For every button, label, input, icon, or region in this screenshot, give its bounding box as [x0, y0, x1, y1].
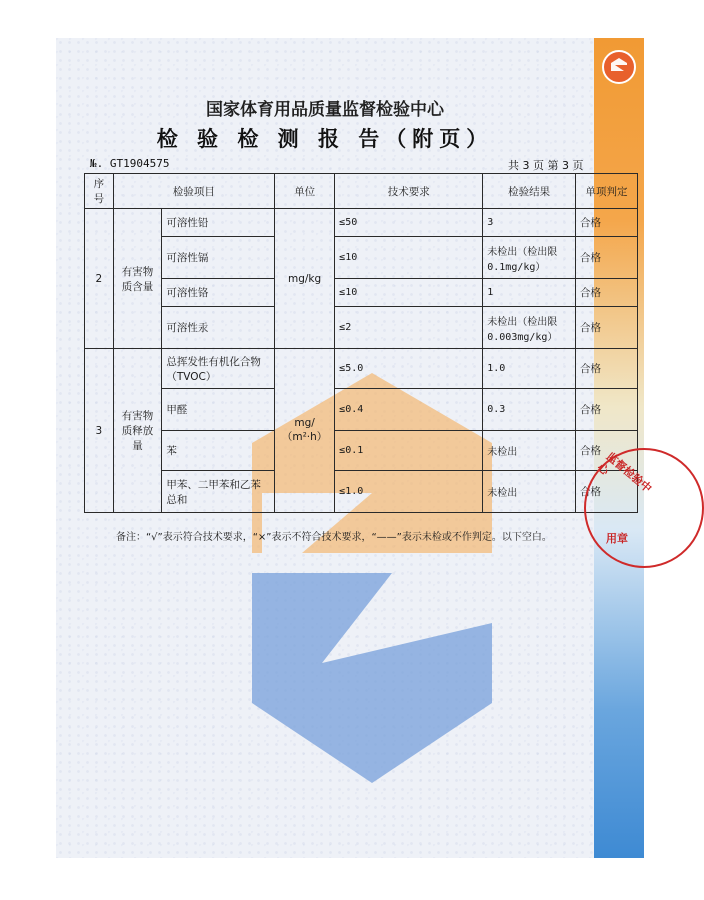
test-item: 可溶性铬 [162, 279, 275, 307]
result: 1 [483, 279, 576, 307]
report-number: №. GT1904575 [90, 157, 170, 170]
requirement: ≤50 [335, 209, 483, 237]
result: 1.0 [483, 349, 576, 389]
test-item: 甲醛 [162, 389, 275, 431]
verdict: 合格 [576, 307, 638, 349]
requirement: ≤5.0 [335, 349, 483, 389]
group-seq: 2 [85, 209, 114, 349]
verdict: 合格 [576, 349, 638, 389]
table-row [85, 349, 638, 389]
group-category: 有害物质含量 [113, 209, 162, 349]
result: 未检出 [483, 431, 576, 471]
result: 未检出（检出限0.003mg/kg） [483, 307, 576, 349]
logo-icon [602, 50, 636, 84]
table-row [85, 237, 638, 279]
table-row [85, 307, 638, 349]
header-unit: 单位 [275, 174, 335, 209]
header-seq: 序号 [85, 174, 114, 209]
group-unit: mg/kg [275, 209, 335, 349]
header-item: 检验项目 [113, 174, 274, 209]
verdict: 合格 [576, 209, 638, 237]
verdict: 合格 [576, 431, 638, 471]
test-item: 可溶性铅 [162, 209, 275, 237]
document-title: 检 验 检 测 报 告（附页） [156, 126, 494, 151]
requirement: ≤10 [335, 237, 483, 279]
result: 3 [483, 209, 576, 237]
stamp-text-partial: 用章 [606, 532, 628, 545]
verdict: 合格 [576, 389, 638, 431]
test-item: 甲苯、二甲苯和乙苯总和 [162, 471, 275, 513]
verdict: 合格 [576, 237, 638, 279]
group-seq: 3 [85, 349, 114, 513]
requirement: ≤1.0 [335, 471, 483, 513]
header-result: 检验结果 [483, 174, 576, 209]
remarks-note: 备注：“√”表示符合技术要求，“×”表示不符合技术要求，“——”表示未检或不作判定。以下空白。 [116, 532, 552, 543]
result: 未检出 [483, 471, 576, 513]
test-item: 苯 [162, 431, 275, 471]
group-unit: mg/（m²·h） [275, 349, 335, 513]
group-category: 有害物质释放量 [113, 349, 162, 513]
result: 未检出（检出限0.1mg/kg） [483, 237, 576, 279]
result: 0.3 [483, 389, 576, 431]
requirement: ≤10 [335, 279, 483, 307]
page-indicator: 共 3 页 第 3 页 [508, 159, 584, 172]
verdict: 合格 [576, 279, 638, 307]
requirement: ≤0.4 [335, 389, 483, 431]
organization-title: 国家体育用品质量监督检验中心 [206, 100, 444, 120]
table-row [85, 209, 638, 237]
test-item: 可溶性汞 [162, 307, 275, 349]
requirement: ≤0.1 [335, 431, 483, 471]
test-item: 总挥发性有机化合物（TVOC） [162, 349, 275, 389]
table-header-row [85, 174, 638, 209]
table-row [85, 279, 638, 307]
official-stamp [552, 448, 655, 568]
header-requirement: 技术要求 [335, 174, 483, 209]
header-verdict: 单项判定 [576, 174, 638, 209]
test-item: 可溶性镉 [162, 237, 275, 279]
requirement: ≤2 [335, 307, 483, 349]
table-row [85, 389, 638, 431]
verdict: 合格 [576, 471, 638, 513]
stamp-text: 监督检验中心 [594, 449, 655, 496]
